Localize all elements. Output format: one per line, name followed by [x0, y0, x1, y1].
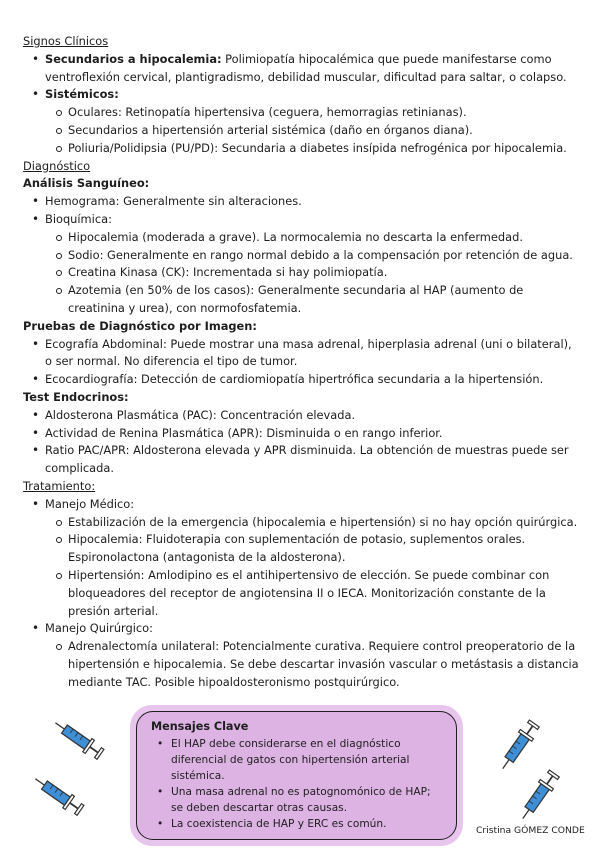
quirurgico-list: [45, 638, 579, 691]
key-messages-panel: [136, 711, 457, 840]
syringe-icon: [494, 716, 546, 772]
key-messages-list: [151, 736, 444, 832]
item-bold-label: Sistémicos:: [45, 87, 119, 102]
author-credit: Cristina GÓMEZ CONDE: [476, 825, 585, 836]
key-messages-box: [130, 705, 463, 846]
section-heading-signos: Signos Clínicos: [23, 34, 109, 48]
syringe-icon: [514, 766, 566, 822]
list-item: • Hemograma: Generalmente sin alteraciones.: [23, 193, 579, 211]
list-item: Estabilización de la emergencia (hipocalemia e hipertensión) si no hay opción quirúrgica.: [23, 514, 579, 532]
tratamiento-list: [23, 496, 579, 692]
subheading-sanguineo: Análisis Sanguíneo:: [23, 176, 150, 191]
document-body: [23, 33, 579, 691]
imagen-list: [23, 336, 579, 389]
medico-list: [45, 514, 579, 621]
list-item: Secundarios a hipertensión arterial sistémica (daño en órganos diana).: [23, 122, 579, 140]
sanguineo-list: [23, 193, 579, 318]
list-item: Hipocalemia (moderada a grave). La normocalemia no descarta la enfermedad.: [23, 229, 579, 247]
item-text: Polimiopatía hipocalémica que puede manifestarse como ventroflexión cervical, plantigradismo, debilidad muscular, dificultad para saltar, o colapso.: [45, 51, 567, 84]
list-item: [23, 51, 579, 87]
list-item: Creatina Kinasa (CK): Incrementada si hay polimiopatía.: [23, 264, 579, 282]
list-item: Adrenalectomía unilateral: Potencialmente curativa. Requiere control preoperatorio de la hipertensión e hipocalemia. Se debe descartar invasión vascular o metástasis a distancia mediante TAC. Posible hipoaldosteronismo postquirúrgico.: [23, 638, 579, 691]
list-item: [23, 86, 579, 157]
list-item: [23, 211, 579, 318]
list-item: • Ecografía Abdominal: Puede mostrar una masa adrenal, hiperplasia adrenal (uni o bilateral), o ser normal. No diferencia el tipo de tumor.: [23, 336, 579, 372]
sistemicos-list: [45, 104, 579, 157]
key-messages-title: Mensajes Clave: [151, 720, 249, 733]
list-item: Hipocalemia: Fluidoterapia con suplementación de potasio, suplementos orales. Espironolactona (antagonista de la aldosterona).: [23, 531, 579, 567]
list-item: • La coexistencia de HAP y ERC es común.: [151, 816, 444, 832]
list-item: Hipertensión: Amlodipino es el antihipertensivo de elección. Se puede combinar con bloqueadores del receptor de angiotensina II o IECA. Monitorización constante de la presión arterial.: [23, 567, 579, 620]
list-item: • El HAP debe considerarse en el diagnóstico diferencial de gatos con hipertensión arterial sistémica.: [151, 736, 444, 784]
syringe-icon: [50, 716, 110, 764]
item-text: Manejo Quirúrgico:: [45, 621, 153, 636]
list-item: • Ecocardiografía: Detección de cardiomiopatía hipertrófica secundaria a la hipertensión.: [23, 371, 579, 389]
section-heading-tratamiento: Tratamiento:: [23, 478, 96, 493]
list-item: • Aldosterona Plasmática (PAC): Concentración elevada.: [23, 407, 579, 425]
syringe-icon: [30, 772, 90, 820]
list-item: • Actividad de Renina Plasmática (APR): Disminuida o en rango inferior.: [23, 425, 579, 443]
list-item: [23, 620, 579, 691]
list-item: [23, 496, 579, 621]
bioquimica-list: [45, 229, 579, 318]
item-text: Bioquímica:: [45, 211, 112, 226]
list-item: Poliuria/Polidipsia (PU/PD): Secundaria a diabetes insípida nefrogénica por hipocalemia.: [23, 140, 579, 158]
list-item: Azotemia (en 50% de los casos): Generalmente secundaria al HAP (aumento de creatinina y urea), con normofosfatemia.: [23, 282, 579, 318]
section-heading-diagnostico: Diagnóstico: [23, 158, 91, 173]
list-item: • Una masa adrenal no es patognomónico de HAP; se deben descartar otras causas.: [151, 784, 444, 816]
subheading-imagen: Pruebas de Diagnóstico por Imagen:: [23, 318, 257, 333]
item-bold-label: Secundarios a hipocalemia:: [45, 51, 222, 66]
item-text: Manejo Médico:: [45, 496, 135, 511]
list-item: Sodio: Generalmente en rango normal debido a la compensación por retención de agua.: [23, 247, 579, 265]
subheading-endocrinos: Test Endocrinos:: [23, 389, 129, 404]
endocrinos-list: [23, 407, 579, 478]
list-item: • Ratio PAC/APR: Aldosterona elevada y APR disminuida. La obtención de muestras puede ser complicada.: [23, 442, 579, 478]
list-item: Oculares: Retinopatía hipertensiva (ceguera, hemorragias retinianas).: [23, 104, 579, 122]
signos-list: [23, 51, 579, 158]
